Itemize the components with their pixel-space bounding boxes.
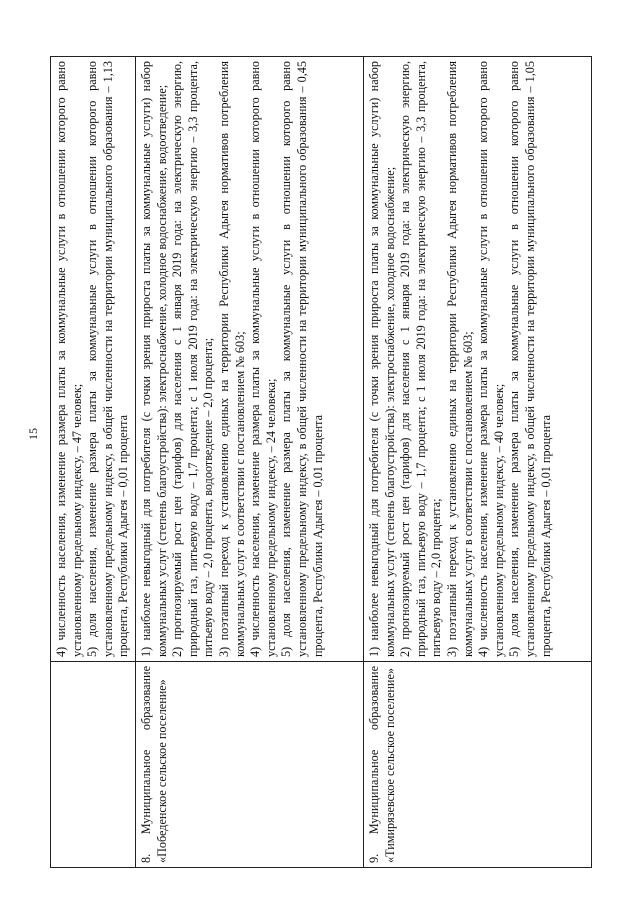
municipality-cell: 8. Муниципальное образование «Победенское сельское поселение» <box>135 662 363 868</box>
list-item: 5) доля населения, изменение размера платы за коммунальные услуги в отношении которого равно установленному предельному индексу, в общей численности на территории муниципального образования – 1,13 процента, Республики Адыгея – 0,01 процента <box>85 61 131 657</box>
rotated-content <box>50 56 592 868</box>
list-item: 1) наиболее невыгодный для потребителя (с точки зрения прироста платы за коммунальные услуги) набор коммунальных услуг (степень благоустройства): электроснабжение, холодное водоснабжение; <box>366 61 397 657</box>
municipality-cell: 9. Муниципальное образование «Тимирязевское сельское поселение» <box>363 662 591 868</box>
list-item: 3) поэтапный переход к установлению единых на территории Республики Адыгея нормативов потребления коммунальных услуг в соответствии с постановлением № 603; <box>216 61 247 657</box>
page-number: 15 <box>26 428 40 440</box>
list-item: 3) поэтапный переход к установлению единых на территории Республики Адыгея нормативов потребления коммунальных услуг в соответствии с постановлением № 603; <box>444 61 475 657</box>
list-item: 5) доля населения, изменение размера платы за коммунальные услуги в отношении которого равно установленному предельному индексу, в общей численности на территории муниципального образования – 0,45 процента, Республики Адыгея – 0,01 процента <box>279 61 325 657</box>
list-item: 1) наиболее невыгодный для потребителя (с точки зрения прироста платы за коммунальные услуги) набор коммунальных услуг (степень благоустройства): электроснабжение, холодное водоснабжение, водоотведение; <box>138 61 169 657</box>
municipality-cell <box>51 662 136 868</box>
table-row <box>363 57 591 868</box>
table-row <box>51 57 136 868</box>
list-item: 4) численность населения, изменение размера платы за коммунальные услуги в отношении которого равно установленному предельному индексу, – 40 человек; <box>476 61 506 657</box>
table-row <box>135 57 363 868</box>
list-item: 5) доля населения, изменение размера платы за коммунальные услуги в отношении которого равно установленному предельному индексу, в общей численности на территории муниципального образования – 1,05 процента, Республики Адыгея – 0,01 процента <box>507 61 553 657</box>
list-item: 2) прогнозируемый рост цен (тарифов) для населения с 1 января 2019 года: на электрическую энергию, природный газ, питьевую воду – 1,7 процента; с 1 июля 2019 года: на электрическую энергию – 3,3 процента, питьевую воду – 2,0 процента, водоотведение – 2,0 процента; <box>170 61 216 657</box>
list-item: 4) численность населения, изменение размера платы за коммунальные услуги в отношении которого равно установленному предельному индексу, – 47 человек; <box>54 61 84 657</box>
municipality-table <box>50 56 592 868</box>
details-cell <box>51 57 136 662</box>
details-cell <box>363 57 591 662</box>
list-item: 4) численность населения, изменение размера платы за коммунальные услуги в отношении которого равно установленному предельному индексу, – 24 человека; <box>248 61 278 657</box>
details-cell <box>135 57 363 662</box>
list-item: 2) прогнозируемый рост цен (тарифов) для населения с 1 января 2019 года: на электрическую энергию, природный газ, питьевую воду – 1,7 процента; с 1 июля 2019 года: на электрическую энергию – 3,3 процента, питьевую воду – 2,0 процента; <box>398 61 444 657</box>
